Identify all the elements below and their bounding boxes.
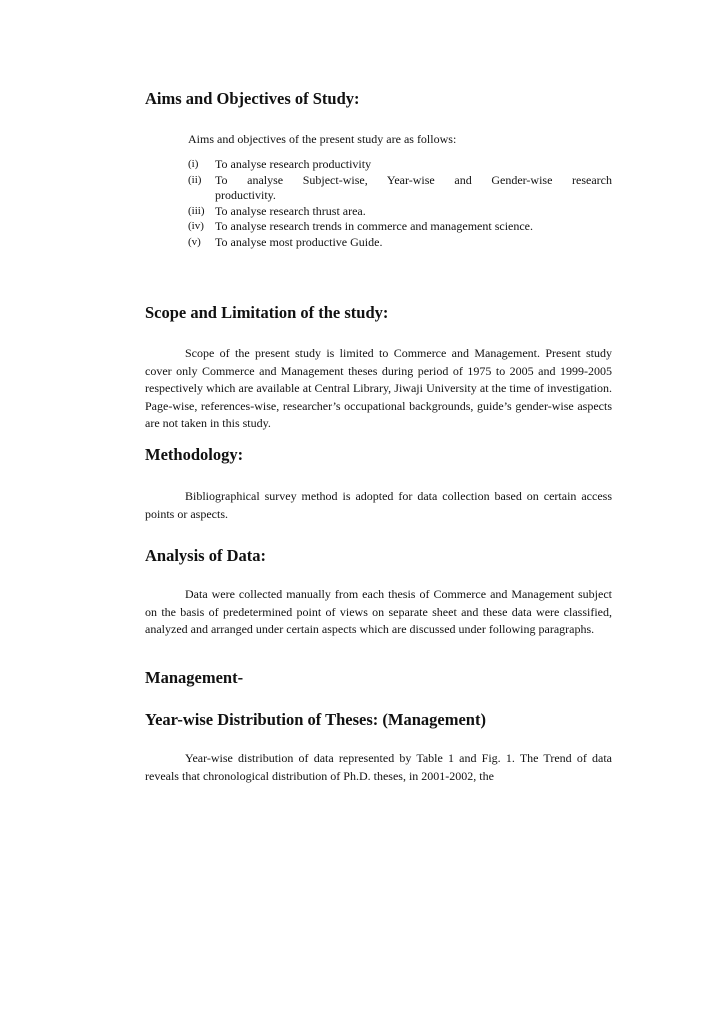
methodology-heading: Methodology:	[145, 445, 244, 464]
management-heading: Management-	[145, 668, 244, 687]
objective-text: To analyse research trends in commerce and management science.	[215, 219, 534, 234]
objective-number: (ii)	[188, 173, 202, 186]
analysis-paragraph: Data were collected manually from each thesis of Commerce and Management subject on the basis of predetermined point of views on separate sheet and these data were classified, analyzed and arranged under certain aspects which are discussed under following paragraphs.	[145, 587, 612, 637]
objectives-list	[188, 157, 612, 251]
scope-heading: Scope and Limitation of the study:	[145, 303, 389, 322]
objective-continuation: productivity.	[215, 188, 276, 203]
objective-item	[188, 219, 612, 235]
objective-text: To analyse most productive Guide.	[215, 234, 383, 249]
scope-paragraph: Scope of the present study is limited to Commerce and Management. Present study cover only Commerce and Management theses during period of 1975 to 2005 and 1999-2005 respectively which are available at Central Library, Jiwaji University at the time of investigation. Page-wise, references-wise, researcher’s occupational backgrounds, guide’s gender-wise aspects are not taken in this study.	[145, 346, 612, 431]
objective-item	[188, 204, 612, 220]
objective-item	[188, 235, 612, 251]
aims-intro: Aims and objectives of the present study are as follows:	[188, 132, 457, 146]
objective-number: (i)	[188, 158, 199, 170]
objective-item	[188, 157, 612, 173]
objective-text: To analyse research productivity	[215, 157, 372, 171]
objective-text: To analyse Subject-wise, Year-wise and Gender-wise research	[215, 172, 612, 187]
methodology-paragraph: Bibliographical survey method is adopted for data collection based on certain access points or aspects.	[145, 489, 612, 521]
objective-text: To analyse research thrust area.	[215, 203, 366, 218]
objective-number: (v)	[188, 235, 201, 248]
yearwise-heading: Year-wise Distribution of Theses: (Management)	[145, 710, 486, 729]
objective-number: (iii)	[188, 204, 205, 217]
analysis-heading: Analysis of Data:	[145, 546, 267, 565]
objective-item	[188, 173, 612, 189]
aims-heading: Aims and Objectives of Study:	[145, 89, 360, 108]
objective-number: (iv)	[188, 220, 204, 233]
yearwise-paragraph: Year-wise distribution of data represented by Table 1 and Fig. 1. The Trend of data reveals that chronological distribution of Ph.D. theses, in 2001-2002, the	[145, 751, 612, 783]
